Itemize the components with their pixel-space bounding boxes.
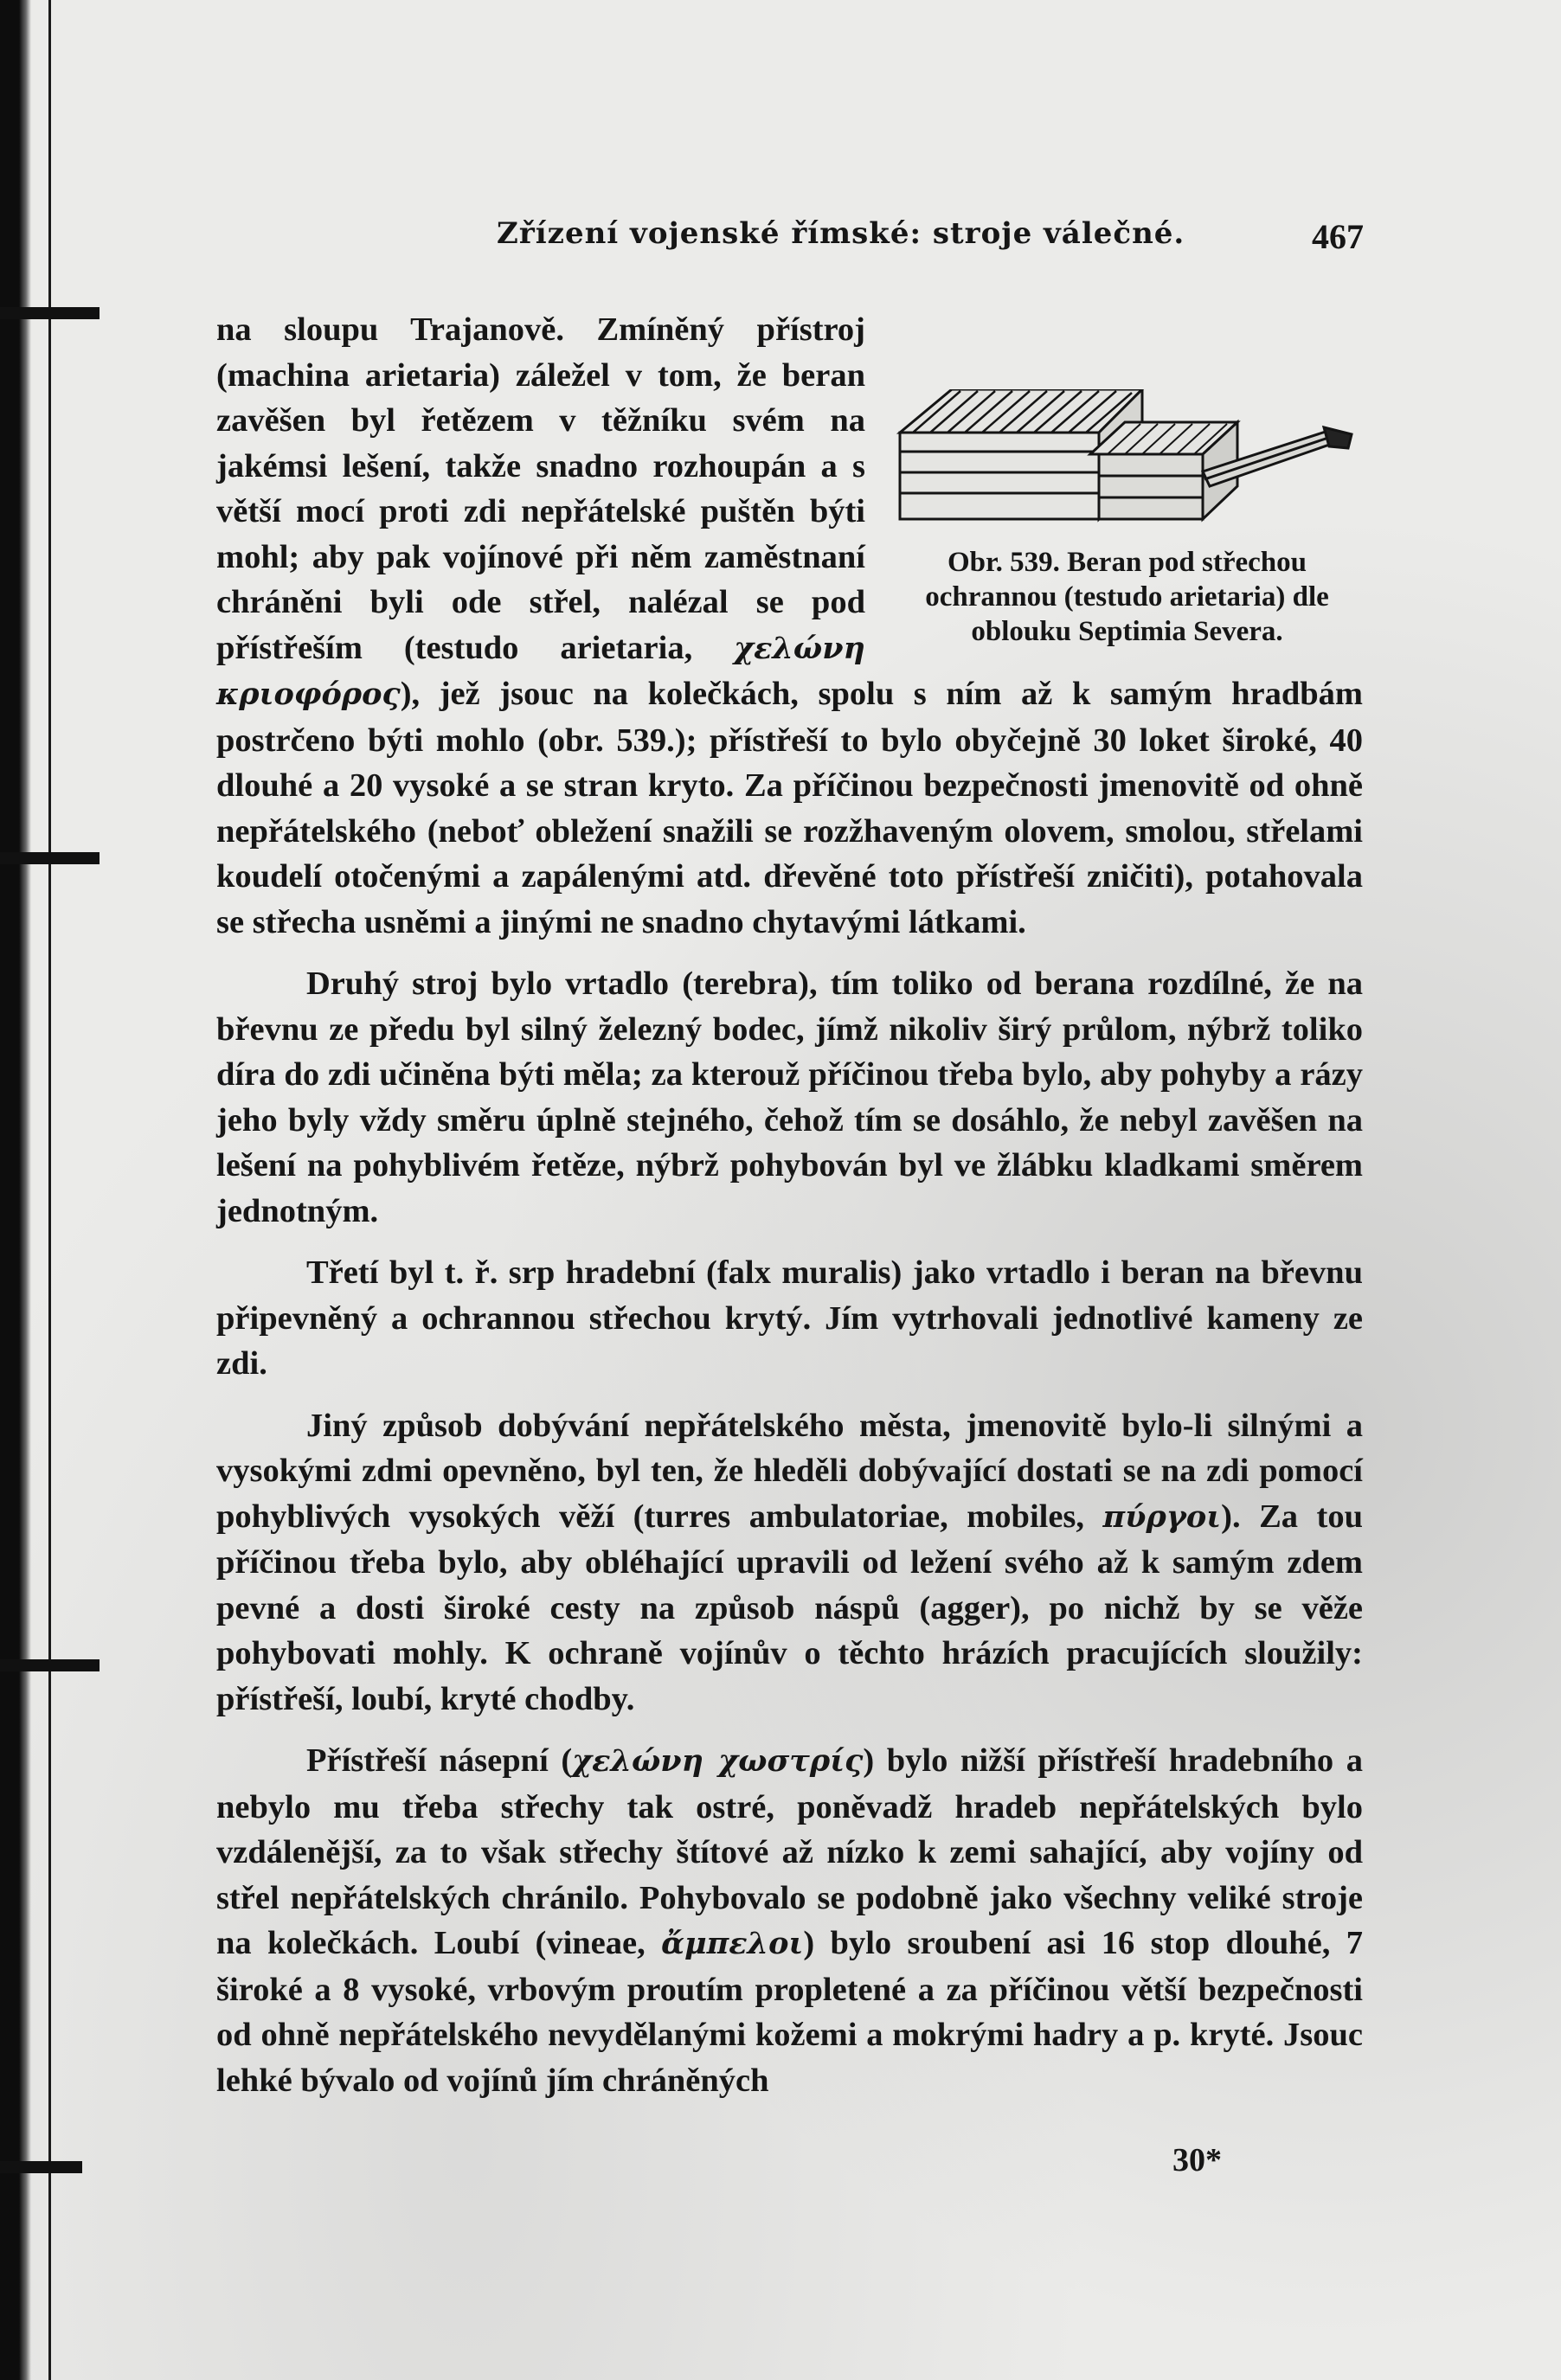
paragraph <box>216 1403 1363 1722</box>
signature-mark: 30* <box>1172 2142 1222 2178</box>
greek-term: χελώνη κριοφόρος <box>216 630 865 712</box>
paragraph: Druhý stroj bylo vrtadlo (terebra), tím toliko od berana rozdílné, že na břevnu ze předu byl silný železný bodec, jímž nikoliv širý průlom, nýbrž toliko díra do zdi učiněna býti měla; za kterouž příčinou třeba bylo, aby pohyby a rázy jeho byly vždy směru úplně stejného, čehož tím se dosáhlo, že nebyl zavěšen na lešení na pohyblivém řetěze, nýbrž pohybován byl ve žlábku kladkami směrem jednotným. <box>216 965 1363 1229</box>
page-number: 467 <box>1312 217 1364 256</box>
paragraph-text: ), jež jsouc na kolečkách, spolu s ním až k samým hradbám postrčeno býti mohlo (obr. 539.); přístřeší to bylo obyčejně 30 loket široké, 40 dlouhé a 20 vysoké a se stran kryto. Za příčinou bezpečnosti jmenovitě od ohně nepřátelského (neboť obležení snažili se rozžhaveným olovem, smolou, střelami koudelí otočenými a zapálenými atd. dřevěné toto přístřeší zničiti), potahovala se střecha usněmi a jinými ne snadno chytavými látkami. <box>216 676 1363 940</box>
binding-tab <box>0 307 100 319</box>
paragraph-text: ) bylo sroubení asi 16 stop dlouhé, 7 široké a 8 vysoké, vrbovým proutím propletené a za příčinou větší bezpečnosti od ohně nepřátelského nevydělanými kožemi a mokrými hadry a p. kryté. Jsouc lehké bývalo od vojínů jím chráněných <box>216 1925 1363 2099</box>
binding-tab <box>0 852 100 864</box>
figure-caption: Obr. 539. Beran pod střechou ochrannou (testudo arietaria) dle oblouku Septimia Severa. <box>925 547 1329 647</box>
binding-tab <box>0 1659 100 1671</box>
greek-term: χελώνη χωστρίς <box>572 1743 864 1779</box>
page-header <box>218 216 1364 268</box>
body-text <box>216 307 1363 2103</box>
paragraph-text: Jiný způsob dobývání nepřátelského města, jmenovitě bylo-li silnými a vysokými zdmi opevněno, byl ten, že hleděli dobývající dostati se na zdi pomocí pohyblivých vysokých věží (turres ambulatoriae, mobiles, <box>216 1407 1363 1535</box>
paragraph: Třetí byl t. ř. srp hradební (falx muralis) jako vrtadlo i beran na břevnu připevněný a ochrannou střechou krytý. Jím vytrhovali jednotlivé kameny ze zdi. <box>216 1254 1363 1382</box>
running-title: Zřízení vojenské římské: stroje válečné. <box>497 216 1185 251</box>
paragraph <box>216 1738 1363 2103</box>
paragraph-text: ) bylo nižší přístřeší hradebního a nebylo mu třeba střechy tak ostré, poněvadž hradeb nepřátelských bylo vzdálenější, za to však střechy štítové až nízko k zemi sahající, aby vojíny od střel nepřátelských chránilo. Pohybovalo se podobně jako všechny veliké stroje na kolečkách. Loubí (vineae, <box>216 1742 1363 1961</box>
ram-under-shelter-illustration <box>891 389 1359 523</box>
figure <box>891 389 1363 649</box>
binding-tab <box>0 2161 82 2173</box>
paragraph-text: Přístřeší násepní ( <box>306 1742 573 1779</box>
binding-line <box>48 0 51 2380</box>
paragraph-text: na sloupu Trajanově. Zmíněný přístroj (machina arietaria) záležel v tom, že beran zavěšen byl řetězem v těžníku svém na jakémsi lešení, takže snadno rozhoupán a s větší mocí proti zdi nepřátelské puštěn býti mohl; aby pak vojínové při něm zaměstnaní chráněni byli ode střel, nalézal se pod přístřeším (testudo arietaria, <box>216 311 865 666</box>
paragraph-text: ). Za tou příčinou třeba bylo, aby obléhající upravili od ležení svého až k samým zdem pevné a dosti široké cesty na způsob náspů (agger), po nichž by se věže pohybovati mohly. K ochraně vojínův o těchto hrázích pracujících sloužily: přístřeší, loubí, kryté chodby. <box>216 1498 1364 1717</box>
greek-term: πύργοι <box>1102 1498 1222 1535</box>
greek-term: ἄμπελοι <box>661 1926 804 1961</box>
book-spine-edge <box>0 0 31 2380</box>
